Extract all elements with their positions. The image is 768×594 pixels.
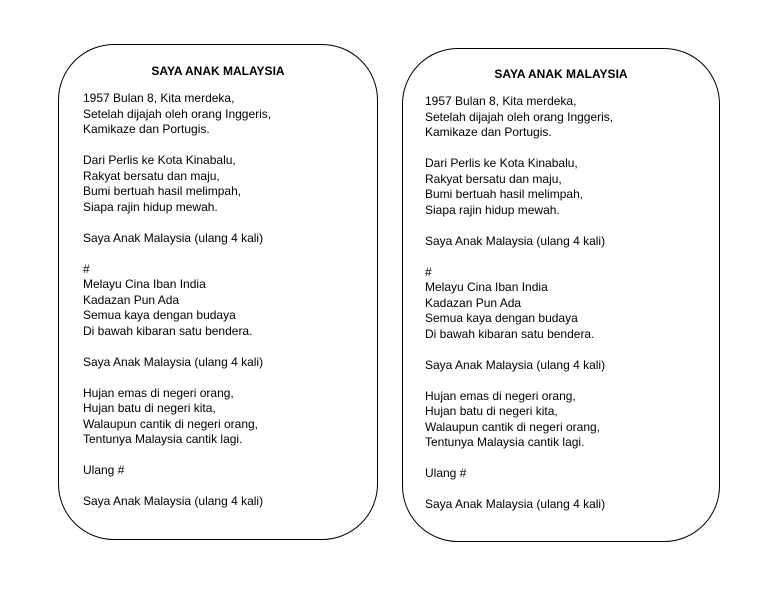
lyric-line: Hujan emas di negeri orang,: [425, 388, 576, 403]
lyrics-card-left: [58, 44, 378, 540]
lyric-line: Setelah dijajah oleh orang Inggeris,: [83, 106, 272, 121]
lyric-line: Kamikaze dan Portugis.: [83, 122, 210, 136]
lyric-line: Hujan emas di negeri orang,: [83, 385, 234, 400]
lyric-line: Saya Anak Malaysia (ulang 4 kali): [83, 494, 264, 508]
lyric-line: Saya Anak Malaysia (ulang 4 kali): [83, 230, 264, 245]
lyric-line: 1957 Bulan 8, Kita merdeka,: [83, 91, 235, 105]
lyric-line: 1957 Bulan 8, Kita merdeka,: [425, 94, 577, 108]
song-title: SAYA ANAK MALAYSIA: [151, 64, 285, 78]
lyric-line: #: [83, 261, 90, 276]
lyric-line: Saya Anak Malaysia (ulang 4 kali): [425, 357, 606, 372]
lyric-line: #: [425, 264, 432, 279]
lyric-line: Tentunya Malaysia cantik lagi.: [425, 435, 585, 449]
lyric-line: Walaupun cantik di negeri orang,: [83, 416, 258, 431]
lyric-line: Bumi bertuah hasil melimpah,: [425, 187, 584, 201]
lyric-line: Di bawah kibaran satu bendera.: [425, 326, 595, 341]
lyric-line: Siapa rajin hidup mewah.: [83, 199, 218, 214]
lyric-line: Ulang #: [425, 466, 467, 480]
lyric-line: Melayu Cina Iban India: [425, 280, 548, 294]
lyrics-card-right: [402, 48, 720, 542]
lyric-line: Hujan batu di negeri kita,: [83, 401, 216, 415]
song-title: SAYA ANAK MALAYSIA: [494, 67, 628, 81]
lyric-line: Dari Perlis ke Kota Kinabalu,: [425, 156, 578, 170]
lyric-line: Kamikaze dan Portugis.: [425, 125, 552, 139]
lyric-line: Rakyat bersatu dan maju,: [425, 171, 562, 186]
lyric-line: Saya Anak Malaysia (ulang 4 kali): [425, 497, 606, 511]
lyric-line: Walaupun cantik di negeri orang,: [425, 419, 600, 434]
lyric-line: Semua kaya dengan budaya: [425, 311, 578, 325]
lyric-line: Semua kaya dengan budaya: [83, 308, 236, 322]
lyric-line: Di bawah kibaran satu bendera.: [83, 323, 253, 338]
lyric-line: Rakyat bersatu dan maju,: [83, 168, 220, 183]
lyric-line: Dari Perlis ke Kota Kinabalu,: [83, 153, 236, 167]
lyric-line: Ulang #: [83, 463, 125, 477]
lyric-line: Setelah dijajah oleh orang Inggeris,: [425, 109, 614, 124]
lyric-line: Saya Anak Malaysia (ulang 4 kali): [83, 354, 264, 369]
lyric-line: Tentunya Malaysia cantik lagi.: [83, 432, 243, 446]
lyric-line: Kadazan Pun Ada: [425, 295, 522, 310]
lyric-line: Siapa rajin hidup mewah.: [425, 202, 560, 217]
lyric-line: Saya Anak Malaysia (ulang 4 kali): [425, 233, 606, 248]
lyric-line: Hujan batu di negeri kita,: [425, 404, 558, 418]
lyric-line: Melayu Cina Iban India: [83, 277, 206, 291]
lyric-line: Kadazan Pun Ada: [83, 292, 180, 307]
lyric-line: Bumi bertuah hasil melimpah,: [83, 184, 242, 198]
